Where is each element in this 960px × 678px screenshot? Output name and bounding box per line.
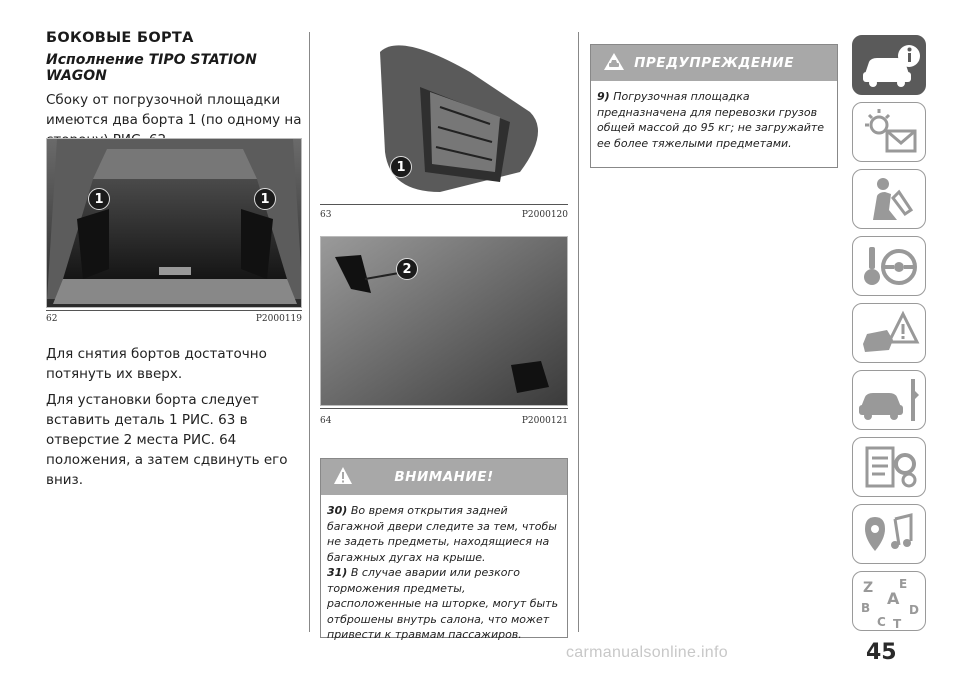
figure-64 [320, 236, 568, 432]
attention-heading: ВНИМАНИЕ! [394, 469, 494, 485]
column-divider-1 [309, 32, 310, 632]
caution-item [597, 89, 831, 151]
figure-62-number: 62 [46, 314, 58, 324]
svg-text:B: B [861, 601, 871, 615]
tab-index[interactable] [852, 571, 926, 631]
figure-64-callout: 2 [396, 258, 418, 280]
figure-62-callout-right: 1 [254, 188, 276, 210]
chapter-sidebar [852, 35, 926, 638]
page-number: 45 [866, 640, 897, 665]
left-column [46, 30, 302, 150]
figure-62-code: P2000119 [255, 314, 302, 324]
caution-body [591, 81, 837, 157]
figure-62-callout-left: 1 [88, 188, 110, 210]
svg-text:E: E [899, 577, 908, 591]
attention-item [327, 503, 561, 565]
figure-62-photo [46, 138, 302, 308]
caution-header [591, 45, 837, 81]
tab-seat-airbag[interactable] [852, 169, 926, 229]
removal-paragraph: Для снятия бортов достаточно потянуть их вверх. [46, 346, 267, 382]
caution-item-text: Погрузочная площадка предназначена для перевозки грузов общей массой до 95 кг; не загружайте ее более тяжелыми предметами. [597, 90, 825, 150]
figure-64-caption-rule [320, 408, 568, 409]
attention-body [321, 495, 567, 649]
attention-item [327, 565, 561, 643]
figure-63-number: 63 [320, 210, 332, 220]
figure-63-caption-rule [320, 204, 568, 205]
figure-63-photo [320, 32, 568, 200]
attention-item-text: В случае аварии или резкого торможения предметы, расположенные на шторке, могут быть отброшены внутрь салона, что может привести к травмам пассажиров. [327, 566, 559, 641]
attention-item-number: 30) [327, 504, 348, 517]
car-info-icon [853, 36, 927, 96]
column-divider-2 [578, 32, 579, 632]
caution-box [590, 44, 838, 168]
figure-62 [46, 138, 302, 333]
warning-lights-icon [853, 103, 927, 163]
attention-item-text: Во время открытия задней багажной двери следите за тем, чтобы не задеть предметы, находящиеся на багажных дугах на крыше. [327, 504, 557, 564]
slot-photo-illustration [321, 237, 568, 406]
svg-text:A: A [887, 589, 900, 608]
svg-text:T: T [893, 617, 902, 631]
seat-airbag-icon [853, 170, 927, 230]
car-service-icon [853, 371, 927, 431]
trunk-photo-illustration [47, 139, 302, 308]
tab-car-service[interactable] [852, 370, 926, 430]
variant-subtitle: Исполнение TIPO STATION WAGON [46, 52, 257, 84]
instructions [46, 344, 302, 490]
figure-64-number: 64 [320, 416, 332, 426]
trim-panel-illustration [320, 32, 568, 200]
tab-crash-warning[interactable] [852, 303, 926, 363]
svg-text:D: D [909, 603, 919, 617]
crash-warning-icon [853, 304, 927, 364]
figure-63 [320, 32, 568, 222]
figure-64-code: P2000121 [521, 416, 568, 426]
key-steering-icon [853, 237, 927, 297]
intro-paragraph: Сбоку от погрузочной площадки имеются два борта 1 (по одному на [46, 92, 302, 128]
specs-gear-icon [853, 438, 927, 498]
install-paragraph: Для установки борта следует вставить деталь 1 РИС. 63 в отверстие 2 места РИС. 64 положения, а затем сдвинуть его вниз. [46, 392, 288, 488]
tab-car-info[interactable] [852, 35, 926, 95]
multimedia-icon [853, 505, 927, 565]
tab-specs-gear[interactable] [852, 437, 926, 497]
attention-item-number: 31) [327, 566, 348, 579]
watermark: carmanualsonline.info [566, 644, 728, 661]
caution-heading: ПРЕДУПРЕЖДЕНИЕ [634, 55, 794, 71]
figure-62-caption-rule [46, 310, 302, 311]
svg-text:Z: Z [863, 580, 874, 596]
caution-item-number: 9) [597, 90, 610, 103]
svg-text:C: C [877, 615, 886, 629]
index-letters-icon [853, 572, 927, 632]
tab-multimedia[interactable] [852, 504, 926, 564]
attention-header [321, 459, 567, 495]
section-title: БОКОВЫЕ БОРТА [46, 30, 194, 46]
tab-warning-lights[interactable] [852, 102, 926, 162]
figure-64-photo [320, 236, 568, 406]
figure-63-callout: 1 [390, 156, 412, 178]
tab-key-steering[interactable] [852, 236, 926, 296]
attention-box [320, 458, 568, 641]
figure-63-code: P2000120 [521, 210, 568, 220]
